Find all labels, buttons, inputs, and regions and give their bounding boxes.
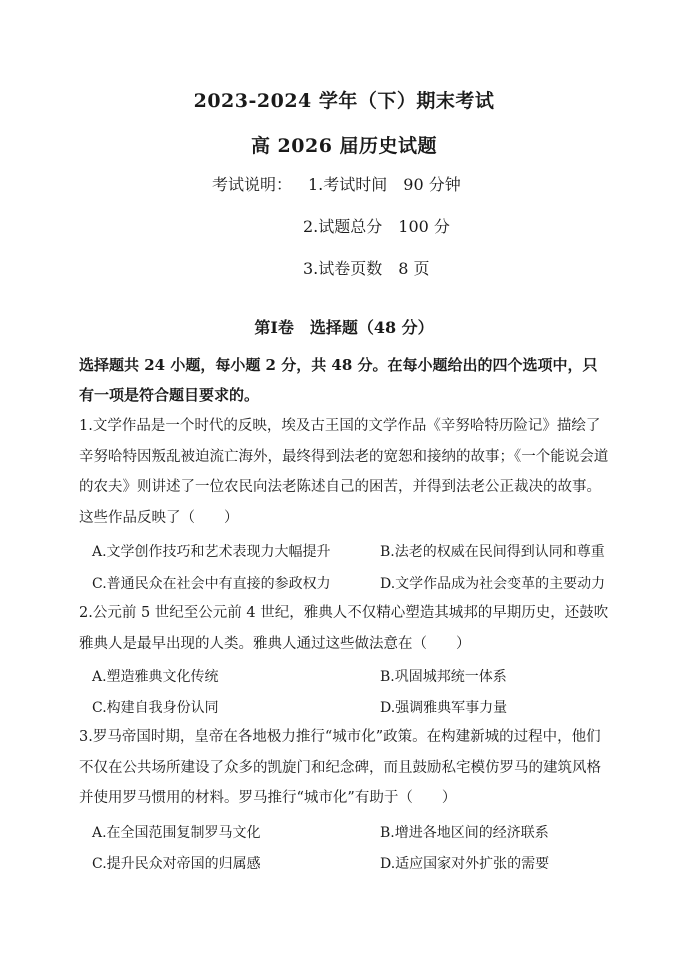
exam-notes-label: 考试说明： (212, 175, 293, 194)
question-3-option-a: A.在全国范围复制罗马文化 (92, 825, 261, 841)
exam-note-pages: 3.试卷页数 8 页 (303, 259, 430, 278)
question-2-option-b: B.巩固城邦统一体系 (380, 669, 507, 685)
question-1-option-d: D.文学作品成为社会变革的主要动力 (380, 576, 606, 592)
exam-subtitle: 高 2026 届历史试题 (250, 135, 438, 157)
exam-note-time: 1.考试时间 90 分钟 (308, 175, 461, 194)
question-1-option-b: B.法老的权威在民间得到认同和尊重 (380, 544, 605, 560)
question-2-option-d: D.强调雅典军事力量 (380, 700, 508, 716)
exam-note-score: 2.试题总分 100 分 (303, 217, 450, 236)
question-1-option-a: A.文学创作技巧和艺术表现力大幅提升 (92, 544, 331, 560)
question-3-option-d: D.适应国家对外扩张的需要 (380, 856, 550, 872)
section-instruction: 选择题共 24 小题，每小题 2 分，共 48 分。在每小题给出的四个选项中，只有一项是符合题目要求的。 (79, 356, 598, 404)
question-1-stem: 1.文学作品是一个时代的反映，埃及古王国的文学作品《辛努哈特历险记》描绘了辛努哈特因叛乱被迫流亡海外，最终得到法老的宽恕和接纳的故事；《一个能说会道的农夫》则讲述了一位农民向法老陈述自己的困苦，并得到法老公正裁决的故事。这些作品反映了（ ） (79, 418, 609, 526)
question-2-stem: 2.公元前 5 世纪至公元前 4 世纪，雅典人不仅精心塑造其城邦的早期历史，还鼓吹雅典人是最早出现的人类。雅典人通过这些做法意在（ ） (79, 605, 609, 652)
question-3-option-b: B.增进各地区间的经济联系 (380, 825, 549, 841)
question-3-stem: 3.罗马帝国时期，皇帝在各地极力推行“城市化”政策。在构建新城的过程中，他们不仅在公共场所建设了众多的凯旋门和纪念碑，而且鼓励私宅模仿罗马的建筑风格并使用罗马惯用的材料。罗马推行“城市化”有助于（ ） (79, 729, 601, 806)
question-1-option-c: C.普通民众在社会中有直接的参政权力 (92, 576, 331, 592)
question-2-option-a: A.塑造雅典文化传统 (92, 669, 219, 685)
exam-title: 2023-2024 学年（下）期末考试 (193, 90, 495, 112)
question-3-option-c: C.提升民众对帝国的归属感 (92, 856, 261, 872)
question-2-option-c: C.构建自我身份认同 (92, 700, 219, 716)
section-title: 第Ⅰ卷 选择题（48 分） (254, 318, 434, 337)
